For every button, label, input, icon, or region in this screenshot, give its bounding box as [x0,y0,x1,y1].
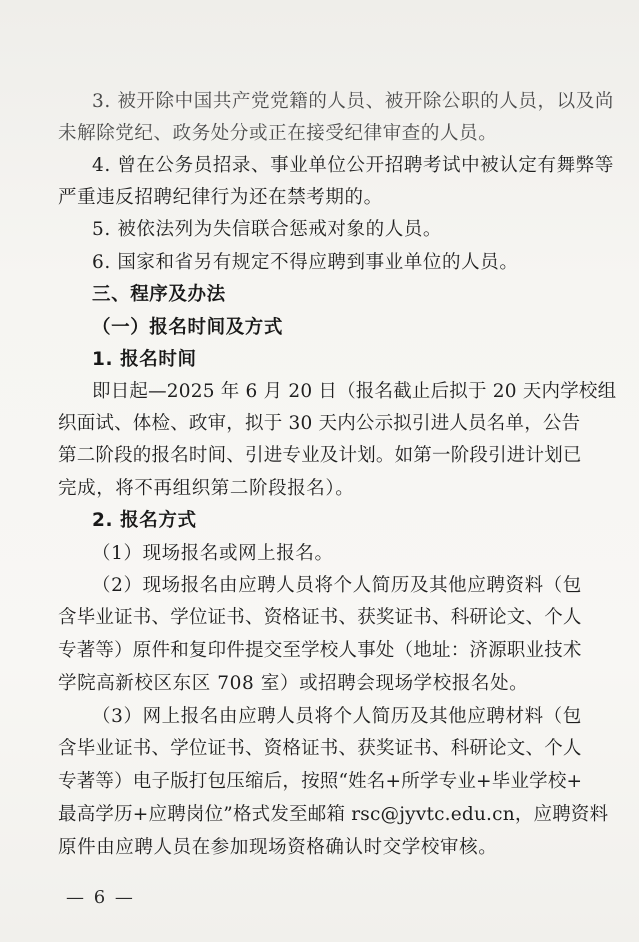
subsection-heading: （一）报名时间及方式 [92,317,284,338]
method-3-line-1: （3）网上报名由应聘人员将个人简历及其他应聘材料（包 [92,706,582,727]
item-5: 5. 被依法列为失信联合惩戒对象的人员。 [92,219,443,240]
method-3-line-5: 原件由应聘人员在参加现场资格确认时交学校审核。 [58,837,498,858]
method-2-line-1: （2）现场报名由应聘人员将个人简历及其他应聘资料（包 [92,575,582,596]
method-2-line-2: 含毕业证书、学位证书、资格证书、获奖证书、科研论文、个人 [58,607,582,628]
item-6: 6. 国家和省另有规定不得应聘到事业单位的人员。 [92,252,519,273]
method-2-line-3: 专著等）原件和复印件提交至学校人事处（地址：济源职业技术 [58,640,582,661]
item-3-line-1: 3. 被开除中国共产党党籍的人员、被开除公职的人员，以及尚 [92,91,614,112]
item-4-line-2: 严重违反招聘纪律行为还在禁考期的。 [58,187,383,208]
registration-time-line-4: 完成，将不再组织第二阶段报名）。 [58,478,355,499]
method-2-line-4: 学院高新校区东区 708 室）或招聘会现场学校报名处。 [58,673,529,694]
heading-registration-method: 2. 报名方式 [92,510,197,531]
registration-time-line-1: 即日起—2025 年 6 月 20 日（报名截止后拟于 20 天内学校组 [92,381,617,402]
section-heading: 三、程序及办法 [92,284,226,305]
registration-time-line-3: 第二阶段的报名时间、引进专业及计划。如第一阶段引进计划已 [58,445,582,466]
method-3-line-3: 专著等）电子版打包压缩后，按照“姓名+所学专业+毕业学校+ [58,771,583,792]
item-3-line-2: 未解除党纪、政务处分或正在接受纪律审查的人员。 [58,123,498,144]
method-3-line-4: 最高学历+应聘岗位”格式发至邮箱 rsc@jyvtc.edu.cn，应聘资料 [58,804,609,825]
method-3-line-2: 含毕业证书、学位证书、资格证书、获奖证书、科研论文、个人 [58,738,582,759]
page-number: — 6 — [66,887,135,908]
heading-registration-time: 1. 报名时间 [92,349,197,370]
item-4-line-1: 4. 曾在公务员招录、事业单位公开招聘考试中被认定有舞弊等 [92,155,614,176]
registration-time-line-2: 织面试、体检、政审，拟于 30 天内公示拟引进人员名单，公告 [58,413,581,434]
method-1: （1）现场报名或网上报名。 [92,543,334,564]
